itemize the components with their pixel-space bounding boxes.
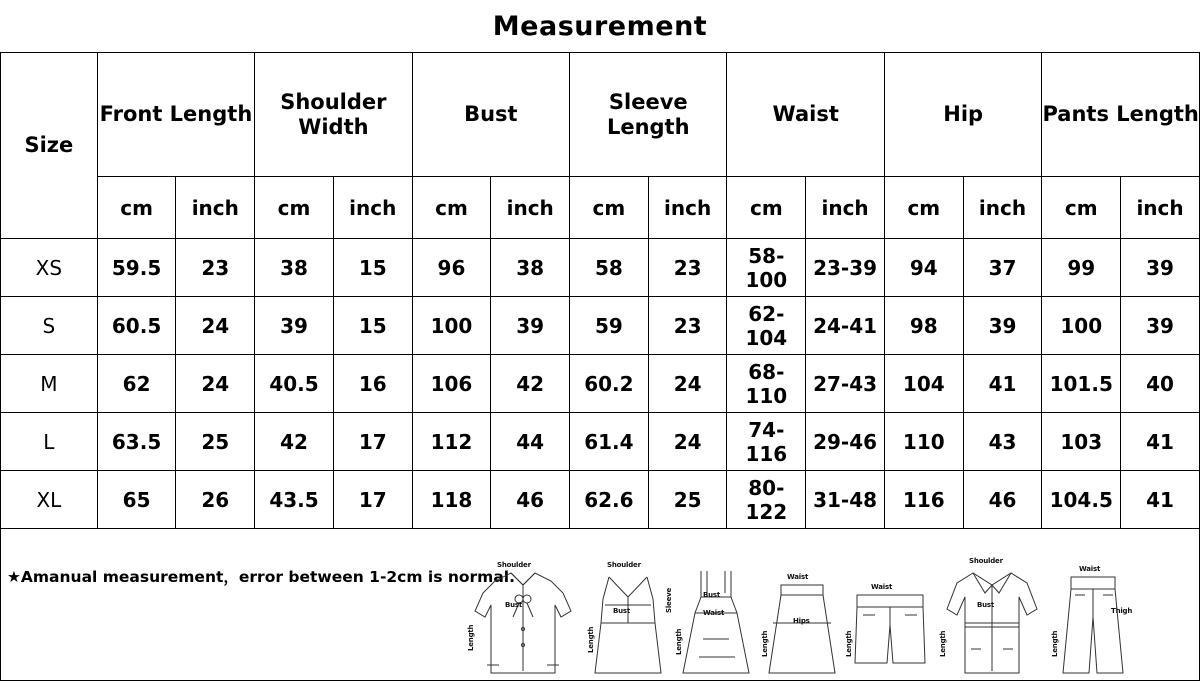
label-shoulder: Shoulder [607, 561, 641, 569]
cell: 100 [412, 297, 491, 355]
cell: 68-110 [727, 355, 806, 413]
unit-sleeve-length-cm: cm [570, 177, 649, 239]
cell: 24-41 [806, 297, 885, 355]
unit-hip-inch: inch [963, 177, 1042, 239]
label-sleeve: Sleeve [665, 587, 673, 613]
footer-section [0, 529, 1200, 681]
header-sleeve-length: Sleeve Length [570, 53, 727, 177]
page-title: Measurement [492, 11, 708, 42]
cell: 38 [491, 239, 570, 297]
garment-figures [463, 533, 1193, 679]
label-length: Length [845, 630, 853, 657]
cell: 62.6 [570, 471, 649, 529]
cell: 63.5 [97, 413, 176, 471]
cell: 60.2 [570, 355, 649, 413]
table-row [1, 239, 1200, 297]
figure-pinafore [673, 553, 759, 679]
header-hip: Hip [884, 53, 1041, 177]
cell: 37 [963, 239, 1042, 297]
cell: 23 [176, 239, 255, 297]
cell: 24 [648, 355, 727, 413]
table-header-units [1, 177, 1200, 239]
unit-sleeve-length-inch: inch [648, 177, 727, 239]
unit-pants-length-cm: cm [1042, 177, 1121, 239]
header-pants-length: Pants Length [1042, 53, 1200, 177]
cell: 17 [333, 471, 412, 529]
figure-pants [1049, 549, 1135, 679]
header-shoulder-width: Shoulder Width [255, 53, 412, 177]
cell: 15 [333, 239, 412, 297]
measurement-table [0, 52, 1200, 529]
unit-shoulder-width-cm: cm [255, 177, 334, 239]
cell: 59.5 [97, 239, 176, 297]
row-size: XS [1, 239, 98, 297]
figure-coat [937, 549, 1047, 679]
cell: 94 [884, 239, 963, 297]
cell: 61.4 [570, 413, 649, 471]
label-shoulder: Shoulder [497, 561, 531, 569]
cell: 62 [97, 355, 176, 413]
cell: 60.5 [97, 297, 176, 355]
row-size: M [1, 355, 98, 413]
cell: 98 [884, 297, 963, 355]
header-bust: Bust [412, 53, 569, 177]
cell: 39 [255, 297, 334, 355]
cell: 39 [1121, 297, 1200, 355]
cell: 25 [176, 413, 255, 471]
cell: 112 [412, 413, 491, 471]
header-size: Size [1, 53, 98, 239]
cell: 24 [176, 355, 255, 413]
cell: 74-116 [727, 413, 806, 471]
cell: 99 [1042, 239, 1121, 297]
row-size: L [1, 413, 98, 471]
cell: 41 [963, 355, 1042, 413]
cell: 17 [333, 413, 412, 471]
figure-camisole-dress [585, 553, 671, 679]
cell: 100 [1042, 297, 1121, 355]
cell: 58 [570, 239, 649, 297]
cell: 44 [491, 413, 570, 471]
label-bust: Bust [505, 601, 523, 609]
cell: 39 [963, 297, 1042, 355]
cell: 41 [1121, 413, 1200, 471]
table-row [1, 413, 1200, 471]
cell: 42 [255, 413, 334, 471]
cell: 39 [491, 297, 570, 355]
label-length: Length [761, 630, 769, 657]
cell: 103 [1042, 413, 1121, 471]
label-waist: Waist [1079, 565, 1101, 573]
unit-bust-cm: cm [412, 177, 491, 239]
label-bust: Bust [613, 607, 631, 615]
cell: 23 [648, 297, 727, 355]
cell: 24 [648, 413, 727, 471]
cell: 27-43 [806, 355, 885, 413]
label-waist: Waist [703, 609, 725, 617]
table-row [1, 355, 1200, 413]
table-row [1, 471, 1200, 529]
label-waist: Waist [787, 573, 809, 581]
table-header-groups [1, 53, 1200, 177]
row-size: S [1, 297, 98, 355]
cell: 39 [1121, 239, 1200, 297]
unit-hip-cm: cm [884, 177, 963, 239]
label-length: Length [1051, 630, 1059, 657]
cell: 110 [884, 413, 963, 471]
cell: 15 [333, 297, 412, 355]
unit-shoulder-width-inch: inch [333, 177, 412, 239]
unit-front-length-cm: cm [97, 177, 176, 239]
cell: 104.5 [1042, 471, 1121, 529]
unit-waist-inch: inch [806, 177, 885, 239]
cell: 26 [176, 471, 255, 529]
cell: 43.5 [255, 471, 334, 529]
cell: 16 [333, 355, 412, 413]
label-hips: Hips [793, 617, 810, 625]
table-row [1, 297, 1200, 355]
cell: 46 [491, 471, 570, 529]
cell: 40.5 [255, 355, 334, 413]
cell: 65 [97, 471, 176, 529]
cell: 96 [412, 239, 491, 297]
figure-skirt [761, 553, 843, 679]
label-length: Length [675, 628, 683, 655]
figure-blouse [463, 553, 583, 679]
unit-waist-cm: cm [727, 177, 806, 239]
row-size: XL [1, 471, 98, 529]
cell: 104 [884, 355, 963, 413]
cell: 101.5 [1042, 355, 1121, 413]
cell: 42 [491, 355, 570, 413]
label-thigh: Thigh [1111, 607, 1133, 615]
label-bust: Bust [703, 591, 721, 599]
cell: 46 [963, 471, 1042, 529]
cell: 58-100 [727, 239, 806, 297]
header-waist: Waist [727, 53, 884, 177]
cell: 106 [412, 355, 491, 413]
cell: 25 [648, 471, 727, 529]
label-length: Length [939, 630, 947, 657]
cell: 23 [648, 239, 727, 297]
cell: 38 [255, 239, 334, 297]
cell: 118 [412, 471, 491, 529]
cell: 29-46 [806, 413, 885, 471]
cell: 23-39 [806, 239, 885, 297]
cell: 41 [1121, 471, 1200, 529]
label-waist: Waist [871, 583, 893, 591]
cell: 59 [570, 297, 649, 355]
label-length: Length [467, 624, 475, 651]
measurement-note: ★Amanual measurement，error between 1-2cm is normal. [7, 568, 515, 586]
cell: 24 [176, 297, 255, 355]
unit-bust-inch: inch [491, 177, 570, 239]
cell: 62-104 [727, 297, 806, 355]
cell: 40 [1121, 355, 1200, 413]
cell: 116 [884, 471, 963, 529]
unit-front-length-inch: inch [176, 177, 255, 239]
label-bust: Bust [977, 601, 995, 609]
label-length: Length [587, 626, 595, 653]
unit-pants-length-inch: inch [1121, 177, 1200, 239]
cell: 80-122 [727, 471, 806, 529]
header-front-length: Front Length [97, 53, 254, 177]
cell: 43 [963, 413, 1042, 471]
cell: 31-48 [806, 471, 885, 529]
label-shoulder: Shoulder [969, 557, 1003, 565]
figure-shorts [845, 553, 935, 679]
